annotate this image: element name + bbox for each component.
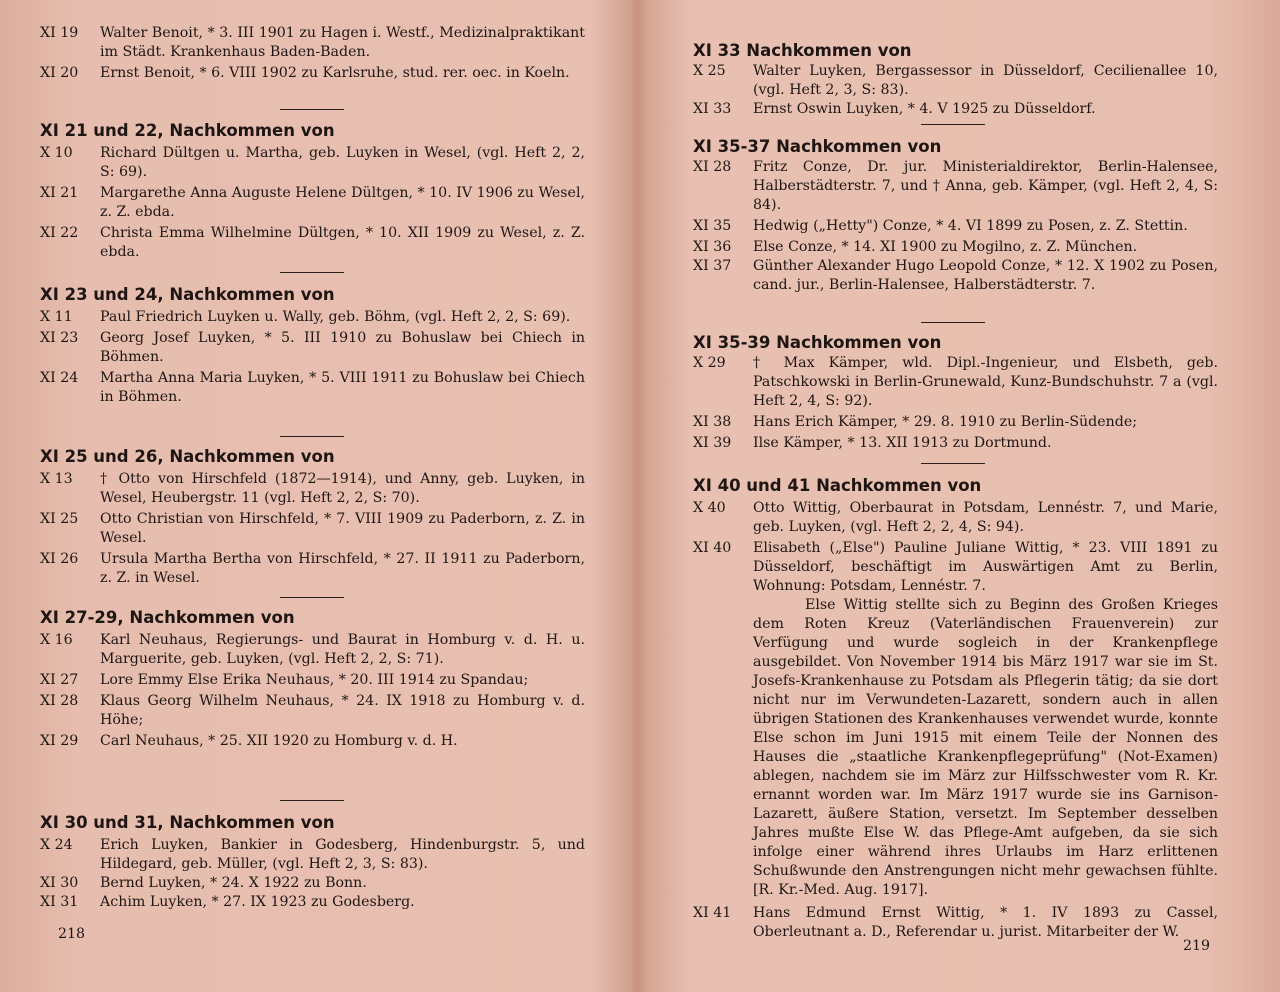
entry-code: XI 28 [693,159,732,175]
entry-code: XI 40 [693,540,732,556]
entry-code: XI 35 [693,218,732,234]
entry-code: X 10 [40,145,73,161]
entry-group [40,24,585,83]
entry-text: Bernd Luyken, * 24. X 1922 zu Bonn. [100,875,367,891]
list-item [693,217,1218,236]
list-item [693,434,1218,453]
entry-text: Christa Emma Wilhelmine Dültgen, * 10. XII 1909 zu Wesel, z. Z. ebda. [100,225,585,260]
entry-text: Else Conze, * 14. XI 1900 zu Mogilno, z. Z. München. [753,239,1138,255]
list-item [40,329,585,367]
entry-code: XI 33 [693,101,732,117]
section-heading: XI 27-29, Nachkommen von [40,608,295,627]
section-heading: XI 35-37 Nachkommen von [693,137,942,156]
section-heading: XI 21 und 22, Nachkommen von [40,121,335,140]
list-item [693,62,1218,100]
entry-text: Karl Neuhaus, Regierungs- und Baurat in Homburg v. d. H. u. Marguerite, geb. Luyken, (vgl. Heft 2, 2, S: 71). [100,632,585,667]
section [40,812,585,912]
list-item [40,893,585,912]
biography-paragraph: Else Wittig stellte sich zu Beginn des Großen Krieges dem Roten Kreuz (Vaterländischen Frauenverein) zur Verfügung und wurde sogleich in der Krankenpflege ausgebildet. Von November 1914 bis März 1917 war sie im St. Josefs-Krankenhause zu Potsdam als Pflegerin tätig; da sie dort nicht nur im Verwundeten-Lazarett, sondern auch in allen übrigen Stationen des Krankenhauses verwendet wurde, konnte Else schon im Juni 1915 mit einem Teile der Nonnen des Hauses die „staatliche Krankenpflegeprüfung" (Not-Examen) ablegen, nachdem sie im März zur Hilfsschwester vom R. Kr. ernannt worden war. Im März 1917 wurde sie ins Garnison-Lazarett, äußere Station, versetzt. Im September desselben Jahres mußte Else W. das Pflege-Amt aufgeben, da sie sich infolge einer während ihres Urlaubs im Harz erlittenen Schußwunde den Anstrengungen nicht mehr gewachsen fühlte. [R. Kr.-Med. Aug. 1917]. [753,597,1218,898]
entry-text: Achim Luyken, * 27. IX 1923 zu Godesberg. [100,894,415,910]
section [693,475,1218,942]
entry-code: XI 30 [40,875,79,891]
list-item [40,510,585,548]
list-item [40,631,585,669]
entry-text: Walter Luyken, Bergassessor in Düsseldorf, Cecilienallee 10, (vgl. Heft 2, 3, S: 83). [753,63,1218,98]
right-page [693,0,1218,992]
section-heading: XI 40 und 41 Nachkommen von [693,476,982,495]
entry-text: Klaus Georg Wilhelm Neuhaus, * 24. IX 1918 zu Homburg v. d. Höhe; [100,693,585,728]
entry-code: XI 19 [40,25,79,41]
divider [921,463,985,464]
list-item [693,354,1218,411]
divider [280,272,344,273]
entry-text: Hedwig („Hetty") Conze, * 4. VI 1899 zu Posen, z. Z. Stettin. [753,218,1188,234]
list-item [40,144,585,182]
section [40,607,585,751]
entry-text: Erich Luyken, Bankier in Godesberg, Hindenburgstr. 5, und Hildegard, geb. Müller, (vgl. Heft 2, 3, S: 83). [100,837,585,872]
list-item [40,732,585,751]
list-item [40,470,585,508]
section [693,136,1218,295]
entry-code: XI 23 [40,330,79,346]
list-item [40,64,585,83]
entry-text: Günther Alexander Hugo Leopold Conze, * 12. X 1902 zu Posen, cand. jur., Berlin-Halensee, Halberstädterstr. 7. [753,258,1218,293]
entry-text: Ernst Benoit, * 6. VIII 1902 zu Karlsruhe, stud. rer. oec. in Koeln. [100,65,570,81]
entry-code: XI 24 [40,370,79,386]
entry-text: Lore Emmy Else Erika Neuhaus, * 20. III 1914 zu Spandau; [100,672,529,688]
entry-code: X 40 [693,500,726,516]
entry-code: XI 31 [40,894,79,910]
entry-code: XI 29 [40,733,79,749]
entry-code: X 13 [40,471,73,487]
entry-text: † Max Kämper, wld. Dipl.-Ingenieur, und Elsbeth, geb. Patschkowski in Berlin-Grunewald, Kunz-Bundschuhstr. 7 a (vgl. Heft 2, 4, S: 92). [753,355,1218,409]
section-heading: XI 33 Nachkommen von [693,41,912,60]
entry-text: Georg Josef Luyken, * 5. III 1910 zu Bohuslaw bei Chiech in Böhmen. [100,330,585,365]
list-item [40,24,585,62]
list-item [693,539,1218,596]
entry-code: XI 25 [40,511,79,527]
entry-code: XI 38 [693,414,732,430]
list-item [693,904,1218,942]
list-item [40,671,585,690]
list-item [40,550,585,588]
entry-code: X 29 [693,355,726,371]
list-item [40,692,585,730]
entry-text: Carl Neuhaus, * 25. XII 1920 zu Homburg v. d. H. [100,733,458,749]
entry-text: † Otto von Hirschfeld (1872—1914), und Anny, geb. Luyken, in Wesel, Heubergstr. 11 (vgl. Heft 2, 2, S: 70). [100,471,585,506]
divider [280,800,344,801]
entry-text: Paul Friedrich Luyken u. Wally, geb. Böhm, (vgl. Heft 2, 2, S: 69). [100,309,571,325]
entry-text: Hans Edmund Ernst Wittig, * 1. IV 1893 zu Cassel, Oberleutnant a. D., Referendar u. jurist. Mitarbeiter der W. [753,905,1218,940]
list-item [693,257,1218,295]
divider [280,597,344,598]
entry-code: XI 27 [40,672,79,688]
entry-code: XI 26 [40,551,79,567]
entry-code: XI 37 [693,258,732,274]
entry-text: Otto Christian von Hirschfeld, * 7. VIII 1909 zu Paderborn, z. Z. in Wesel. [100,511,585,546]
page-number: 218 [58,926,86,942]
section-heading: XI 35-39 Nachkommen von [693,333,942,352]
list-item [693,238,1218,257]
section [40,284,585,407]
list-item [40,308,585,327]
entry-code: XI 21 [40,185,79,201]
entry-text: Martha Anna Maria Luyken, * 5. VIII 1911 zu Bohuslaw bei Chiech in Böhmen. [100,370,585,405]
entry-code: X 25 [693,63,726,79]
entry-code: XI 39 [693,435,732,451]
section-heading: XI 30 und 31, Nachkommen von [40,813,335,832]
page-number: 219 [1183,938,1211,954]
entry-text: Richard Dültgen u. Martha, geb. Luyken in Wesel, (vgl. Heft 2, 2, S: 69). [100,145,585,180]
entry-code: X 11 [40,309,73,325]
entry-text: Fritz Conze, Dr. jur. Ministerialdirektor, Berlin-Halensee, Halberstädterstr. 7, und † Anna, geb. Kämper, (vgl. Heft 2, 4, S: 84). [753,159,1218,213]
entry-text: Margarethe Anna Auguste Helene Dültgen, * 10. IV 1906 zu Wesel, z. Z. ebda. [100,185,585,220]
list-item [40,874,585,893]
divider [280,436,344,437]
list-item [40,224,585,262]
left-page [40,0,585,992]
list-item [693,100,1218,119]
divider [280,109,344,110]
list-item [693,158,1218,215]
entry-text: Ilse Kämper, * 13. XII 1913 zu Dortmund. [753,435,1052,451]
section [693,40,1218,119]
entry-text: Ernst Oswin Luyken, * 4. V 1925 zu Düsseldorf. [753,101,1096,117]
entry-text: Hans Erich Kämper, * 29. 8. 1910 zu Berlin-Südende; [753,414,1138,430]
list-item [693,413,1218,432]
entry-code: X 24 [40,837,73,853]
section [693,332,1218,453]
section-heading: XI 23 und 24, Nachkommen von [40,285,335,304]
entry-code: XI 22 [40,225,79,241]
section-heading: XI 25 und 26, Nachkommen von [40,447,335,466]
entry-code: XI 28 [40,693,79,709]
entry-code: XI 41 [693,905,732,921]
list-item [40,184,585,222]
list-item [693,499,1218,537]
entry-code: XI 20 [40,65,79,81]
entry-code: XI 36 [693,239,732,255]
entry-text: Ursula Martha Bertha von Hirschfeld, * 27. II 1911 zu Paderborn, z. Z. in Wesel. [100,551,585,586]
divider [921,124,985,125]
section [40,446,585,588]
list-item [40,369,585,407]
entry-text: Walter Benoit, * 3. III 1901 zu Hagen i. Westf., Medizinalpraktikant im Städt. Krankenhaus Baden-Baden. [100,25,585,60]
divider [921,322,985,323]
section [40,120,585,262]
list-item [40,836,585,874]
entry-text: Elisabeth („Else") Pauline Juliane Wittig, * 23. VIII 1891 zu Düsseldorf, beschäftigt im Auswärtigen Amt zu Berlin, Wohnung: Potsdam, Lennéstr. 7. [753,540,1218,594]
entry-text: Otto Wittig, Oberbaurat in Potsdam, Lennéstr. 7, und Marie, geb. Luyken, (vgl. Heft 2, 2, 4, S: 94). [753,500,1218,535]
entry-code: X 16 [40,632,73,648]
